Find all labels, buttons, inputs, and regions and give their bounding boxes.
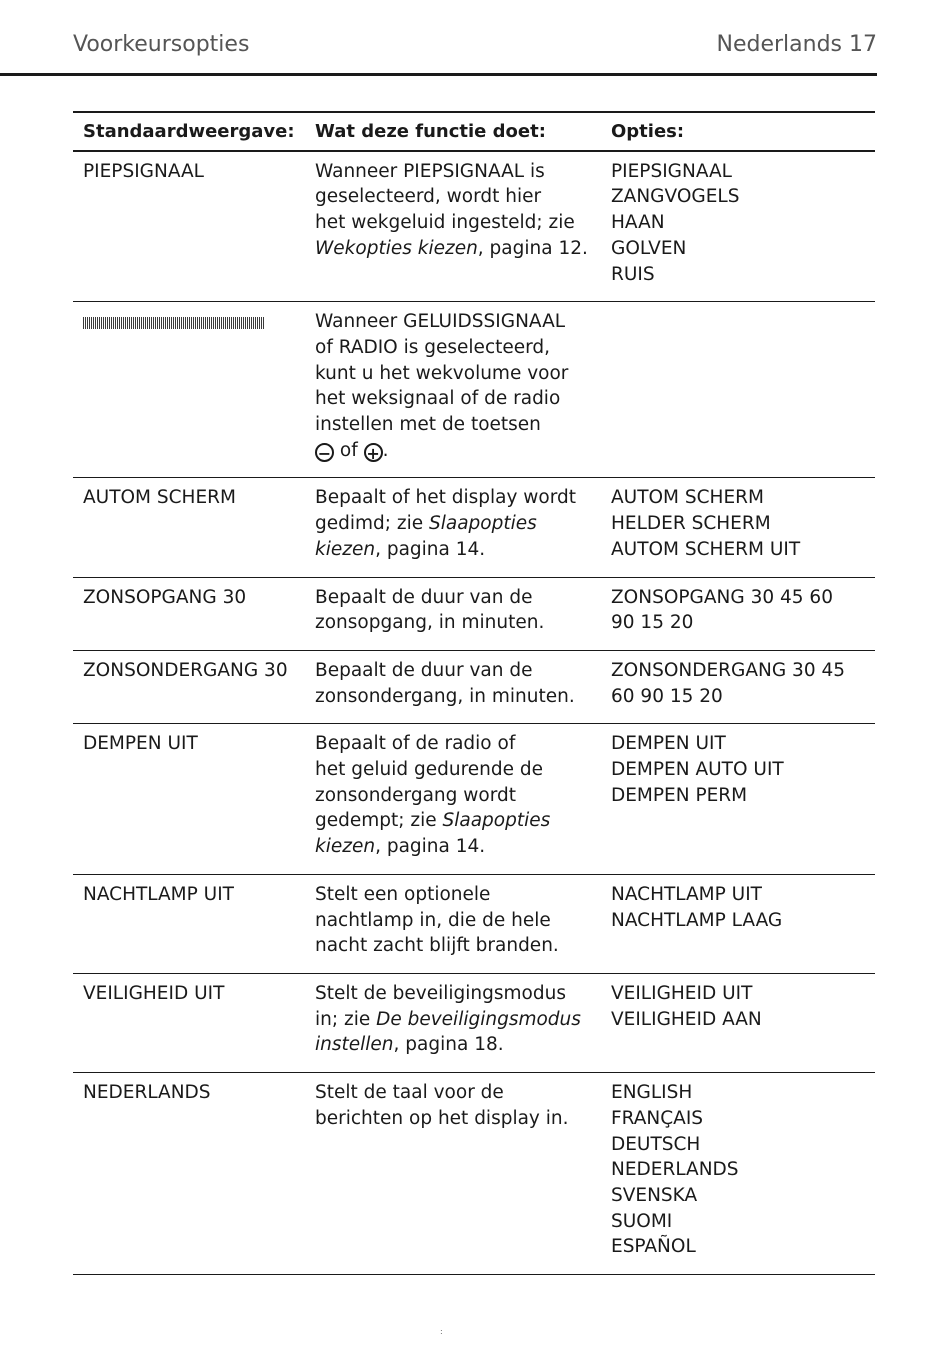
description-line: Bepaalt of de radio of bbox=[315, 733, 516, 755]
option-item: ZANGVOGELS bbox=[611, 186, 740, 208]
description-line: geselecteerd, wordt hier bbox=[315, 186, 542, 208]
option-item: DEMPEN PERM bbox=[611, 784, 748, 806]
table-row bbox=[73, 724, 875, 875]
function-description-cell bbox=[305, 724, 601, 875]
page-reference-number: , pagina 14. bbox=[375, 836, 486, 858]
plus-button-icon: + bbox=[364, 443, 383, 462]
description-line bbox=[315, 1007, 601, 1033]
description-line: zonsopgang, in minuten. bbox=[315, 612, 545, 634]
function-description-cell bbox=[305, 478, 601, 577]
option-item: HAAN bbox=[611, 212, 665, 234]
default-setting-cell bbox=[73, 874, 305, 973]
description-line bbox=[315, 834, 601, 860]
option-item: ZONSONDERGANG 30 45 bbox=[611, 659, 846, 681]
options-cell bbox=[601, 151, 875, 302]
default-setting-cell bbox=[73, 724, 305, 875]
page-reference-number: , pagina 12. bbox=[477, 237, 588, 259]
page-reference-title: Wekopties kiezen bbox=[315, 237, 478, 259]
default-setting: AUTOM SCHERM bbox=[83, 487, 236, 509]
page-reference-title: De beveiligingsmodus bbox=[376, 1008, 581, 1030]
options-cell bbox=[601, 1073, 875, 1275]
default-setting: ZONSONDERGANG 30 bbox=[83, 659, 288, 681]
page-reference-number: , pagina 18. bbox=[393, 1034, 504, 1056]
table-row bbox=[73, 302, 875, 478]
page-reference-title: instellen bbox=[315, 1034, 394, 1056]
minus-button-icon: − bbox=[315, 443, 334, 462]
option-item: NACHTLAMP LAAG bbox=[611, 909, 783, 931]
description-line: Stelt een optionele bbox=[315, 883, 491, 905]
option-item: 90 15 20 bbox=[611, 612, 694, 634]
table-row bbox=[73, 650, 875, 723]
description-line: het geluid gedurende de bbox=[315, 759, 544, 781]
default-setting-cell bbox=[73, 302, 305, 478]
page-number: Nederlands 17 bbox=[716, 32, 877, 57]
default-setting-cell bbox=[73, 151, 305, 302]
option-item: DEMPEN UIT bbox=[611, 733, 726, 755]
options-cell bbox=[601, 650, 875, 723]
page-reference-number: , pagina 14. bbox=[375, 538, 486, 560]
option-item: ESPAÑOL bbox=[611, 1236, 696, 1258]
description-line bbox=[315, 511, 601, 537]
default-setting: NEDERLANDS bbox=[83, 1082, 211, 1104]
description-line: instellen met de toetsen bbox=[315, 414, 541, 436]
description-line bbox=[315, 1032, 601, 1058]
default-setting: NACHTLAMP UIT bbox=[83, 883, 234, 905]
default-setting-cell bbox=[73, 577, 305, 650]
options-cell bbox=[601, 973, 875, 1072]
description-line: het weksignaal of de radio bbox=[315, 388, 561, 410]
option-item: GOLVEN bbox=[611, 237, 687, 259]
option-item: SUOMI bbox=[611, 1210, 673, 1232]
description-line: het wekgeluid ingesteld; zie bbox=[315, 212, 575, 234]
option-item: HELDER SCHERM bbox=[611, 513, 771, 535]
description-line: Bepaalt of het display wordt bbox=[315, 487, 577, 509]
default-setting-cell bbox=[73, 478, 305, 577]
option-item: PIEPSIGNAAL bbox=[611, 160, 732, 182]
table-row bbox=[73, 151, 875, 302]
description-text: gedempt; zie bbox=[315, 810, 443, 832]
option-item: DEUTSCH bbox=[611, 1133, 701, 1155]
option-item: VEILIGHEID AAN bbox=[611, 1008, 762, 1030]
default-setting: ZONSOPGANG 30 bbox=[83, 586, 247, 608]
table-row bbox=[73, 874, 875, 973]
table-row bbox=[73, 577, 875, 650]
table-body bbox=[73, 151, 875, 1275]
description-line bbox=[315, 808, 601, 834]
function-description-cell bbox=[305, 874, 601, 973]
description-text: . bbox=[382, 439, 389, 461]
options-cell bbox=[601, 302, 875, 478]
description-text: of bbox=[334, 439, 364, 461]
function-description-cell bbox=[305, 151, 601, 302]
function-description-cell bbox=[305, 302, 601, 478]
options-cell bbox=[601, 724, 875, 875]
default-setting-cell bbox=[73, 973, 305, 1072]
description-line: zonsondergang wordt bbox=[315, 784, 516, 806]
description-line: zonsondergang, in minuten. bbox=[315, 685, 575, 707]
garbled-label-graphic bbox=[83, 317, 265, 329]
description-text: gedimd; zie bbox=[315, 513, 429, 535]
column-header-default: Standaardweergave: bbox=[73, 112, 305, 151]
option-item: NACHTLAMP UIT bbox=[611, 883, 762, 905]
description-line: berichten op het display in. bbox=[315, 1107, 569, 1129]
description-line: kunt u het wekvolume voor bbox=[315, 362, 569, 384]
page-reference-title: Slaapopties bbox=[442, 810, 551, 832]
column-header-function: Wat deze functie doet: bbox=[305, 112, 601, 151]
option-item: ENGLISH bbox=[611, 1082, 693, 1104]
default-setting: DEMPEN UIT bbox=[83, 733, 198, 755]
option-item: VEILIGHEID UIT bbox=[611, 982, 753, 1004]
description-line: Stelt de taal voor de bbox=[315, 1082, 504, 1104]
description-line: Bepaalt de duur van de bbox=[315, 586, 533, 608]
description-line bbox=[315, 236, 601, 262]
description-line: Wanneer GELUIDSSIGNAAL bbox=[315, 311, 566, 333]
description-line: nachtlamp in, die de hele bbox=[315, 909, 551, 931]
description-text: in; zie bbox=[315, 1008, 377, 1030]
option-item: SVENSKA bbox=[611, 1184, 698, 1206]
description-line: nacht zacht blijft branden. bbox=[315, 935, 559, 957]
page-reference-title: kiezen bbox=[315, 538, 376, 560]
table-row bbox=[73, 478, 875, 577]
function-description-cell bbox=[305, 650, 601, 723]
option-item: ZONSOPGANG 30 45 60 bbox=[611, 586, 833, 608]
option-item: RUIS bbox=[611, 263, 655, 285]
table-header-row bbox=[73, 112, 875, 151]
options-cell bbox=[601, 577, 875, 650]
description-line bbox=[315, 438, 601, 464]
table-row bbox=[73, 973, 875, 1072]
function-description-cell bbox=[305, 1073, 601, 1275]
default-setting-cell bbox=[73, 1073, 305, 1275]
description-line: Bepaalt de duur van de bbox=[315, 659, 533, 681]
page-reference-title: kiezen bbox=[315, 836, 376, 858]
page-header bbox=[0, 0, 877, 76]
description-line bbox=[315, 537, 601, 563]
preferences-table bbox=[73, 111, 875, 1275]
option-item: AUTOM SCHERM UIT bbox=[611, 538, 801, 560]
option-item: AUTOM SCHERM bbox=[611, 487, 764, 509]
function-description-cell bbox=[305, 577, 601, 650]
options-cell bbox=[601, 478, 875, 577]
option-item: FRANÇAIS bbox=[611, 1107, 704, 1129]
option-item: DEMPEN AUTO UIT bbox=[611, 759, 784, 781]
options-cell bbox=[601, 874, 875, 973]
default-setting: PIEPSIGNAAL bbox=[83, 160, 204, 182]
description-line: of RADIO is geselecteerd, bbox=[315, 336, 551, 358]
column-header-options: Opties: bbox=[601, 112, 875, 151]
page-reference-title: Slaapopties bbox=[429, 513, 537, 535]
function-description-cell bbox=[305, 973, 601, 1072]
option-item: NEDERLANDS bbox=[611, 1159, 739, 1181]
table-row bbox=[73, 1073, 875, 1275]
default-setting-cell bbox=[73, 650, 305, 723]
section-title: Voorkeursopties bbox=[73, 32, 250, 57]
default-setting: VEILIGHEID UIT bbox=[83, 982, 225, 1004]
option-item: 60 90 15 20 bbox=[611, 685, 723, 707]
description-line: Wanneer PIEPSIGNAAL is bbox=[315, 160, 545, 182]
description-line: Stelt de beveiligingsmodus bbox=[315, 982, 566, 1004]
footer-mark: : bbox=[440, 1327, 443, 1336]
